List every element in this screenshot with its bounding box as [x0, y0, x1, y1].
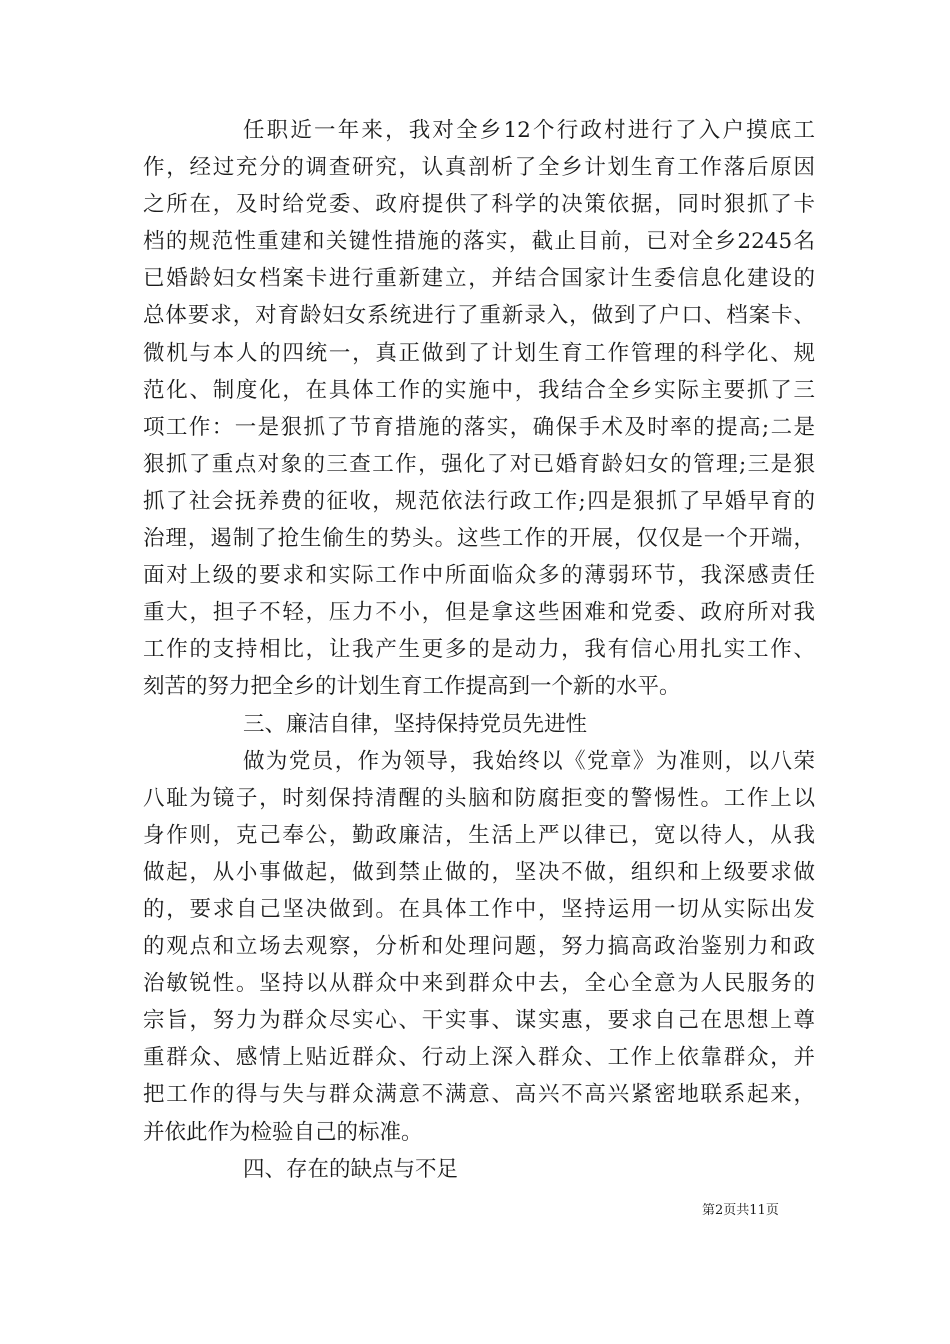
paragraph-line: 已婚龄妇女档案卡进行重新建立，并结合国家计生委信息化建设的: [143, 266, 815, 292]
section-heading: 三、廉洁自律，坚持保持党员先进性: [243, 711, 588, 737]
paragraph-line: 做为党员，作为领导，我始终以《党章》为准则，以八荣: [243, 748, 815, 774]
paragraph-line: 八耻为镜子，时刻保持清醒的头脑和防腐拒变的警惕性。工作上以: [143, 785, 815, 811]
paragraph-line: 作，经过充分的调查研究，认真剖析了全乡计划生育工作落后原因: [143, 155, 815, 181]
paragraph-line: 治理，遏制了抢生偷生的势头。这些工作的开展，仅仅是一个开端，: [143, 526, 815, 552]
paragraph-line: 工作的支持相比，让我产生更多的是动力，我有信心用扎实工作、: [143, 637, 815, 663]
paragraph-line: 宗旨，努力为群众尽实心、干实事、谋实惠，要求自己在思想上尊: [143, 1008, 815, 1034]
page-number-footer: 第2页共11页: [702, 1203, 779, 1218]
paragraph-line: 身作则，克己奉公，勤政廉洁，生活上严以律已，宽以待人，从我: [143, 822, 815, 848]
paragraph-line: 把工作的得与失与群众满意不满意、高兴不高兴紧密地联系起来，: [143, 1082, 815, 1108]
paragraph-line: 面对上级的要求和实际工作中所面临众多的薄弱环节，我深感责任: [143, 563, 815, 589]
paragraph-line: 狠抓了重点对象的三查工作，强化了对已婚育龄妇女的管理;三是狠: [143, 451, 815, 477]
paragraph-line: 并依此作为检验自己的标准。: [143, 1119, 423, 1145]
paragraph-line: 任职近一年来，我对全乡12个行政村进行了入户摸底工: [243, 118, 815, 143]
paragraph-line: 做起，从小事做起，做到禁止做的，坚决不做，组织和上级要求做: [143, 859, 815, 885]
paragraph-line: 微机与本人的四统一，真正做到了计划生育工作管理的科学化、规: [143, 340, 815, 366]
document-body: [143, 112, 815, 1188]
paragraph-line: 的，要求自己坚决做到。在具体工作中，坚持运用一切从实际出发: [143, 896, 815, 922]
paragraph-line: 总体要求，对育龄妇女系统进行了重新录入，做到了户口、档案卡、: [143, 303, 815, 329]
paragraph-line: 项工作：一是狠抓了节育措施的落实，确保手术及时率的提高;二是: [143, 414, 815, 440]
paragraph-line: 重群众、感情上贴近群众、行动上深入群众、工作上依靠群众，并: [143, 1045, 815, 1071]
paragraph-line: 档的规范性重建和关键性措施的落实，截止目前，已对全乡2245名: [143, 229, 815, 255]
paragraph-line: 抓了社会抚养费的征收，规范依法行政工作;四是狠抓了早婚早育的: [143, 488, 815, 514]
paragraph-line: 重大，担子不轻，压力不小，但是拿这些困难和党委、政府所对我: [143, 600, 815, 626]
paragraph-line: 刻苦的努力把全乡的计划生育工作提高到一个新的水平。: [143, 674, 681, 700]
paragraph-line: 的观点和立场去观察，分析和处理问题，努力搞高政治鉴别力和政: [143, 934, 815, 960]
section-heading: 四、存在的缺点与不足: [243, 1156, 459, 1182]
paragraph-line: 治敏锐性。坚持以从群众中来到群众中去，全心全意为人民服务的: [143, 971, 815, 997]
paragraph-line: 之所在，及时给党委、政府提供了科学的决策依据，同时狠抓了卡: [143, 192, 815, 218]
paragraph-line: 范化、制度化，在具体工作的实施中，我结合全乡实际主要抓了三: [143, 377, 815, 403]
